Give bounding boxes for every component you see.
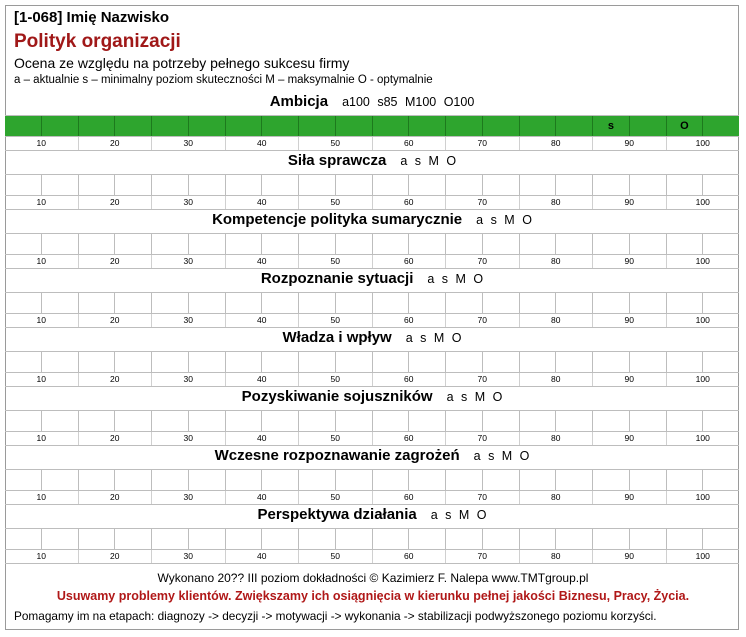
scale-tick: 10 bbox=[5, 137, 79, 150]
footer-stages: Pomagamy im na etapach: diagnozy -> decyzji -> motywacji -> wykonania -> stabilizacji podwyższonego poziomu korzyści. bbox=[14, 609, 657, 623]
scale-tick: 100 bbox=[695, 138, 710, 148]
rating-cell[interactable] bbox=[556, 470, 593, 490]
rating-cell[interactable] bbox=[79, 352, 116, 372]
rating-cell[interactable] bbox=[409, 234, 446, 254]
section-name: Rozpoznanie sytuacji bbox=[260, 270, 414, 287]
rating-cell[interactable] bbox=[299, 175, 336, 195]
scale-tick: 50 bbox=[299, 550, 373, 563]
rating-cell[interactable] bbox=[630, 116, 667, 136]
rating-cell[interactable] bbox=[667, 529, 704, 549]
rating-cell[interactable] bbox=[5, 116, 42, 136]
scale-tick: 60 bbox=[373, 137, 447, 150]
rating-cell[interactable] bbox=[373, 470, 410, 490]
scale-tick: 30 bbox=[152, 314, 226, 327]
section-name: Pozyskiwanie sojuszników bbox=[241, 388, 433, 405]
rating-cell[interactable] bbox=[520, 293, 557, 313]
scale-tick: 30 bbox=[152, 137, 226, 150]
rating-cell[interactable] bbox=[42, 293, 79, 313]
rating-bar[interactable] bbox=[5, 233, 739, 255]
scale-tick: 50 bbox=[299, 196, 373, 209]
scale-tick: 40 bbox=[226, 373, 300, 386]
rating-cell[interactable] bbox=[262, 470, 299, 490]
section-marks: a s M O bbox=[405, 331, 462, 345]
rating-cell[interactable] bbox=[483, 175, 520, 195]
scale-tick: 10 bbox=[5, 255, 79, 268]
scale-tick: 90 bbox=[593, 196, 667, 209]
rating-cell[interactable] bbox=[79, 470, 116, 490]
rating-cell[interactable] bbox=[189, 116, 226, 136]
rating-cell[interactable] bbox=[409, 529, 446, 549]
rating-cell[interactable] bbox=[630, 411, 667, 431]
scale-tick: 20 bbox=[79, 196, 153, 209]
rating-cell[interactable] bbox=[79, 234, 116, 254]
scale-tick: 100 bbox=[695, 256, 710, 266]
scale-tick: 100 bbox=[695, 374, 710, 384]
scale-tick: 40 bbox=[226, 491, 300, 504]
scale-tick: 90 bbox=[593, 137, 667, 150]
rating-cell[interactable] bbox=[336, 470, 373, 490]
rating-cell[interactable] bbox=[593, 529, 630, 549]
rating-cell[interactable] bbox=[262, 175, 299, 195]
rating-cell[interactable] bbox=[262, 234, 299, 254]
rating-cell[interactable] bbox=[299, 293, 336, 313]
section-marks: a s M O bbox=[400, 154, 457, 168]
scale-tick: 20 bbox=[79, 373, 153, 386]
footer-credits: Wykonano 20?? III poziom dokładności © Kazimierz F. Nalepa www.TMTgroup.pl bbox=[157, 571, 589, 585]
rating-cell[interactable] bbox=[42, 175, 79, 195]
rating-cell[interactable] bbox=[556, 293, 593, 313]
scale-tick: 70 bbox=[446, 137, 520, 150]
rating-cell[interactable] bbox=[703, 293, 739, 313]
scale-tick: 40 bbox=[226, 255, 300, 268]
scale-tick: 70 bbox=[446, 373, 520, 386]
rating-cell[interactable]: O bbox=[667, 116, 704, 136]
scale-tick: 40 bbox=[226, 550, 300, 563]
rating-cell[interactable] bbox=[667, 234, 704, 254]
scale-row bbox=[5, 196, 739, 210]
section-header bbox=[5, 93, 739, 115]
rating-cell[interactable] bbox=[226, 411, 263, 431]
rating-bar[interactable] bbox=[5, 469, 739, 491]
rating-bar[interactable] bbox=[5, 528, 739, 550]
rating-cell[interactable] bbox=[630, 352, 667, 372]
page-subtitle: Ocena ze względu na potrzeby pełnego sukcesu firmy bbox=[14, 55, 350, 71]
section-marks: a100 s85 M100 O100 bbox=[342, 95, 475, 109]
scale-tick: 70 bbox=[446, 550, 520, 563]
section-header bbox=[5, 447, 739, 469]
scale-row bbox=[5, 550, 739, 564]
rating-bar[interactable] bbox=[5, 292, 739, 314]
rating-cell[interactable] bbox=[409, 352, 446, 372]
rating-cell[interactable] bbox=[299, 470, 336, 490]
rating-cell[interactable] bbox=[336, 293, 373, 313]
rating-cell[interactable] bbox=[226, 352, 263, 372]
rating-cell[interactable] bbox=[409, 116, 446, 136]
rating-cell[interactable] bbox=[703, 116, 739, 136]
rating-cell[interactable] bbox=[520, 411, 557, 431]
section-name: Perspektywa działania bbox=[257, 506, 417, 523]
section-name: Wczesne rozpoznawanie zagrożeń bbox=[214, 447, 460, 464]
rating-cell[interactable] bbox=[556, 411, 593, 431]
scale-row bbox=[5, 255, 739, 269]
rating-cell[interactable] bbox=[520, 470, 557, 490]
rating-cell[interactable] bbox=[373, 234, 410, 254]
rating-cell[interactable] bbox=[115, 411, 152, 431]
section-header bbox=[5, 388, 739, 410]
rating-cell[interactable] bbox=[667, 175, 704, 195]
scale-tick: 70 bbox=[446, 314, 520, 327]
rating-cell[interactable] bbox=[336, 175, 373, 195]
rating-cell[interactable] bbox=[446, 411, 483, 431]
person-id-name: [1-068] Imię Nazwisko bbox=[14, 9, 170, 26]
section-name: Siła sprawcza bbox=[287, 152, 387, 169]
rating-cell[interactable] bbox=[262, 116, 299, 136]
scale-tick: 40 bbox=[226, 314, 300, 327]
scale-tick: 80 bbox=[520, 255, 594, 268]
rating-cell[interactable] bbox=[336, 529, 373, 549]
scale-tick: 90 bbox=[593, 432, 667, 445]
section-marks: a s M O bbox=[427, 272, 484, 286]
scale-tick: 90 bbox=[593, 373, 667, 386]
rating-cell[interactable] bbox=[446, 175, 483, 195]
scale-tick: 30 bbox=[152, 196, 226, 209]
rating-cell[interactable] bbox=[115, 352, 152, 372]
scale-tick: 40 bbox=[226, 196, 300, 209]
rating-cell[interactable] bbox=[483, 529, 520, 549]
rating-cell[interactable] bbox=[446, 352, 483, 372]
rating-cell[interactable] bbox=[5, 234, 42, 254]
page-title: Polityk organizacji bbox=[14, 31, 181, 52]
section-name: Władza i wpływ bbox=[282, 329, 392, 346]
scale-tick: 30 bbox=[152, 432, 226, 445]
scale-tick: 60 bbox=[373, 432, 447, 445]
scale-tick: 50 bbox=[299, 373, 373, 386]
rating-bar[interactable] bbox=[5, 115, 739, 137]
scale-row bbox=[5, 314, 739, 328]
rating-cell[interactable] bbox=[42, 352, 79, 372]
rating-cell[interactable] bbox=[373, 175, 410, 195]
scale-tick: 70 bbox=[446, 255, 520, 268]
scale-tick: 100 bbox=[695, 197, 710, 207]
rating-bar[interactable] bbox=[5, 410, 739, 432]
rating-cell[interactable] bbox=[520, 529, 557, 549]
rating-cell[interactable] bbox=[42, 470, 79, 490]
rating-cell[interactable] bbox=[667, 293, 704, 313]
rating-cell[interactable] bbox=[630, 529, 667, 549]
scale-tick: 10 bbox=[5, 196, 79, 209]
rating-cell[interactable] bbox=[593, 293, 630, 313]
rating-cell[interactable] bbox=[373, 352, 410, 372]
scale-tick: 50 bbox=[299, 137, 373, 150]
rating-cell[interactable] bbox=[226, 529, 263, 549]
scale-tick: 60 bbox=[373, 491, 447, 504]
section-header bbox=[5, 152, 739, 174]
scale-tick: 100 bbox=[695, 433, 710, 443]
rating-cell[interactable] bbox=[79, 529, 116, 549]
rating-cell[interactable] bbox=[189, 352, 226, 372]
rating-cell[interactable] bbox=[299, 411, 336, 431]
scale-row bbox=[5, 432, 739, 446]
scale-tick: 20 bbox=[79, 491, 153, 504]
scale-tick: 70 bbox=[446, 491, 520, 504]
rating-cell[interactable] bbox=[373, 529, 410, 549]
rating-cell[interactable] bbox=[446, 234, 483, 254]
rating-cell[interactable] bbox=[79, 411, 116, 431]
rating-cell[interactable] bbox=[189, 470, 226, 490]
rating-cell[interactable] bbox=[667, 411, 704, 431]
rating-cell[interactable] bbox=[262, 529, 299, 549]
rating-cell[interactable] bbox=[79, 293, 116, 313]
rating-cell[interactable] bbox=[262, 411, 299, 431]
rating-cell[interactable] bbox=[373, 411, 410, 431]
rating-cell[interactable] bbox=[593, 411, 630, 431]
rating-cell[interactable] bbox=[373, 116, 410, 136]
scale-tick: 80 bbox=[520, 196, 594, 209]
rating-cell[interactable] bbox=[703, 352, 739, 372]
rating-cell[interactable] bbox=[409, 470, 446, 490]
rating-cell[interactable] bbox=[115, 293, 152, 313]
rating-cell[interactable] bbox=[336, 352, 373, 372]
rating-bar[interactable] bbox=[5, 351, 739, 373]
rating-cell[interactable] bbox=[483, 470, 520, 490]
rating-cell[interactable] bbox=[226, 234, 263, 254]
rating-cell[interactable] bbox=[152, 470, 189, 490]
scale-tick: 50 bbox=[299, 314, 373, 327]
scale-tick: 20 bbox=[79, 432, 153, 445]
rating-cell[interactable] bbox=[299, 116, 336, 136]
rating-cell[interactable] bbox=[5, 411, 42, 431]
rating-cell[interactable] bbox=[115, 470, 152, 490]
rating-cell[interactable] bbox=[483, 234, 520, 254]
rating-cell[interactable] bbox=[593, 352, 630, 372]
section-marks: a s M O bbox=[473, 449, 530, 463]
scale-tick: 80 bbox=[520, 432, 594, 445]
rating-bar[interactable] bbox=[5, 174, 739, 196]
rating-cell[interactable] bbox=[189, 234, 226, 254]
rating-cell[interactable] bbox=[115, 116, 152, 136]
rating-cell[interactable] bbox=[262, 352, 299, 372]
rating-cell[interactable] bbox=[152, 411, 189, 431]
scale-tick: 80 bbox=[520, 550, 594, 563]
rating-cell[interactable] bbox=[703, 175, 739, 195]
rating-cell[interactable] bbox=[226, 116, 263, 136]
rating-cell[interactable] bbox=[409, 411, 446, 431]
scale-tick: 50 bbox=[299, 432, 373, 445]
rating-cell[interactable] bbox=[703, 529, 739, 549]
rating-cell[interactable] bbox=[226, 470, 263, 490]
scale-tick: 20 bbox=[79, 255, 153, 268]
rating-cell[interactable] bbox=[152, 529, 189, 549]
rating-cell[interactable] bbox=[520, 352, 557, 372]
rating-cell[interactable] bbox=[630, 470, 667, 490]
scale-row bbox=[5, 491, 739, 505]
rating-cell[interactable] bbox=[152, 175, 189, 195]
rating-cell[interactable] bbox=[667, 470, 704, 490]
scale-tick: 20 bbox=[79, 314, 153, 327]
rating-cell[interactable] bbox=[152, 352, 189, 372]
rating-cell[interactable] bbox=[5, 470, 42, 490]
rating-cell[interactable] bbox=[79, 175, 116, 195]
scale-legend: a – aktualnie s – minimalny poziom skuteczności M – maksymalnie O - optymalnie bbox=[14, 74, 433, 86]
rating-cell[interactable] bbox=[446, 470, 483, 490]
scale-tick: 30 bbox=[152, 550, 226, 563]
section-name: Kompetencje polityka sumarycznie bbox=[212, 211, 463, 228]
rating-cell[interactable] bbox=[42, 529, 79, 549]
rating-cell[interactable] bbox=[336, 116, 373, 136]
rating-cell[interactable] bbox=[5, 352, 42, 372]
rating-cell[interactable] bbox=[593, 470, 630, 490]
rating-cell[interactable] bbox=[483, 352, 520, 372]
rating-cell[interactable] bbox=[483, 411, 520, 431]
section-header bbox=[5, 506, 739, 528]
scale-tick: 90 bbox=[593, 550, 667, 563]
rating-cell[interactable] bbox=[152, 293, 189, 313]
rating-cell[interactable] bbox=[42, 116, 79, 136]
rating-cell[interactable] bbox=[262, 293, 299, 313]
rating-cell[interactable] bbox=[5, 529, 42, 549]
rating-cell[interactable] bbox=[556, 529, 593, 549]
scale-tick: 90 bbox=[593, 491, 667, 504]
scale-tick: 70 bbox=[446, 196, 520, 209]
rating-cell[interactable] bbox=[226, 293, 263, 313]
rating-cell[interactable] bbox=[409, 175, 446, 195]
scale-tick: 20 bbox=[79, 550, 153, 563]
scale-tick: 30 bbox=[152, 373, 226, 386]
scale-tick: 90 bbox=[593, 255, 667, 268]
scale-tick: 50 bbox=[299, 255, 373, 268]
rating-cell[interactable] bbox=[593, 234, 630, 254]
scale-tick: 80 bbox=[520, 137, 594, 150]
section-name: Ambicja bbox=[269, 93, 329, 110]
scale-tick: 80 bbox=[520, 314, 594, 327]
scale-tick: 10 bbox=[5, 373, 79, 386]
scale-tick: 40 bbox=[226, 137, 300, 150]
scale-tick: 100 bbox=[695, 551, 710, 561]
scale-tick: 40 bbox=[226, 432, 300, 445]
rating-cell[interactable] bbox=[483, 293, 520, 313]
rating-cell[interactable] bbox=[336, 411, 373, 431]
rating-cell[interactable] bbox=[630, 293, 667, 313]
scale-tick: 60 bbox=[373, 196, 447, 209]
scale-tick: 80 bbox=[520, 491, 594, 504]
rating-cell[interactable] bbox=[226, 175, 263, 195]
rating-cell[interactable] bbox=[520, 175, 557, 195]
rating-cell[interactable]: s bbox=[593, 116, 630, 136]
scale-tick: 70 bbox=[446, 432, 520, 445]
rating-cell[interactable] bbox=[556, 175, 593, 195]
rating-cell[interactable] bbox=[556, 116, 593, 136]
rating-cell[interactable] bbox=[152, 234, 189, 254]
rating-cell[interactable] bbox=[446, 116, 483, 136]
rating-cell[interactable] bbox=[520, 234, 557, 254]
scale-tick: 30 bbox=[152, 255, 226, 268]
rating-cell[interactable] bbox=[189, 293, 226, 313]
rating-cell[interactable] bbox=[115, 175, 152, 195]
section-header bbox=[5, 211, 739, 233]
scale-tick: 10 bbox=[5, 550, 79, 563]
rating-cell[interactable] bbox=[115, 234, 152, 254]
scale-tick: 60 bbox=[373, 373, 447, 386]
rating-cell[interactable] bbox=[5, 175, 42, 195]
rating-cell[interactable] bbox=[556, 234, 593, 254]
scale-tick: 50 bbox=[299, 491, 373, 504]
scale-tick: 60 bbox=[373, 550, 447, 563]
rating-cell[interactable] bbox=[299, 529, 336, 549]
scale-tick: 10 bbox=[5, 314, 79, 327]
scale-tick: 30 bbox=[152, 491, 226, 504]
section-header bbox=[5, 270, 739, 292]
rating-cell[interactable] bbox=[152, 116, 189, 136]
rating-cell[interactable] bbox=[79, 116, 116, 136]
rating-cell[interactable] bbox=[42, 411, 79, 431]
scale-tick: 100 bbox=[695, 315, 710, 325]
rating-cell[interactable] bbox=[446, 529, 483, 549]
rating-cell[interactable] bbox=[703, 470, 739, 490]
rating-cell[interactable] bbox=[556, 352, 593, 372]
rating-cell[interactable] bbox=[630, 175, 667, 195]
scale-row bbox=[5, 373, 739, 387]
rating-cell[interactable] bbox=[446, 293, 483, 313]
rating-cell[interactable] bbox=[189, 175, 226, 195]
rating-cell[interactable] bbox=[630, 234, 667, 254]
rating-cell[interactable] bbox=[667, 352, 704, 372]
footer-slogan: Usuwamy problemy klientów. Zwiększamy ich osiągnięcia w kierunku pełnej jakości Biznesu, Pracy, Życia. bbox=[56, 589, 690, 603]
scale-tick: 90 bbox=[593, 314, 667, 327]
rating-cell[interactable] bbox=[409, 293, 446, 313]
rating-cell[interactable] bbox=[336, 234, 373, 254]
rating-cell[interactable] bbox=[299, 352, 336, 372]
section-header bbox=[5, 329, 739, 351]
section-marks: a s M O bbox=[476, 213, 532, 227]
scale-tick: 60 bbox=[373, 255, 447, 268]
scale-tick: 60 bbox=[373, 314, 447, 327]
scale-row bbox=[5, 137, 739, 151]
rating-cell[interactable] bbox=[703, 411, 739, 431]
scale-tick: 20 bbox=[79, 137, 153, 150]
rating-cell[interactable] bbox=[703, 234, 739, 254]
rating-cell[interactable] bbox=[520, 116, 557, 136]
rating-cell[interactable] bbox=[483, 116, 520, 136]
rating-cell[interactable] bbox=[299, 234, 336, 254]
scale-tick: 80 bbox=[520, 373, 594, 386]
rating-cell[interactable] bbox=[42, 234, 79, 254]
rating-cell[interactable] bbox=[115, 529, 152, 549]
rating-cell[interactable] bbox=[373, 293, 410, 313]
rating-cell[interactable] bbox=[593, 175, 630, 195]
rating-cell[interactable] bbox=[189, 411, 226, 431]
rating-cell[interactable] bbox=[5, 293, 42, 313]
section-marks: a s M O bbox=[430, 508, 487, 522]
rating-cell[interactable] bbox=[189, 529, 226, 549]
section-marks: a s M O bbox=[446, 390, 503, 404]
scale-tick: 100 bbox=[695, 492, 710, 502]
scale-tick: 10 bbox=[5, 432, 79, 445]
scale-tick: 10 bbox=[5, 491, 79, 504]
